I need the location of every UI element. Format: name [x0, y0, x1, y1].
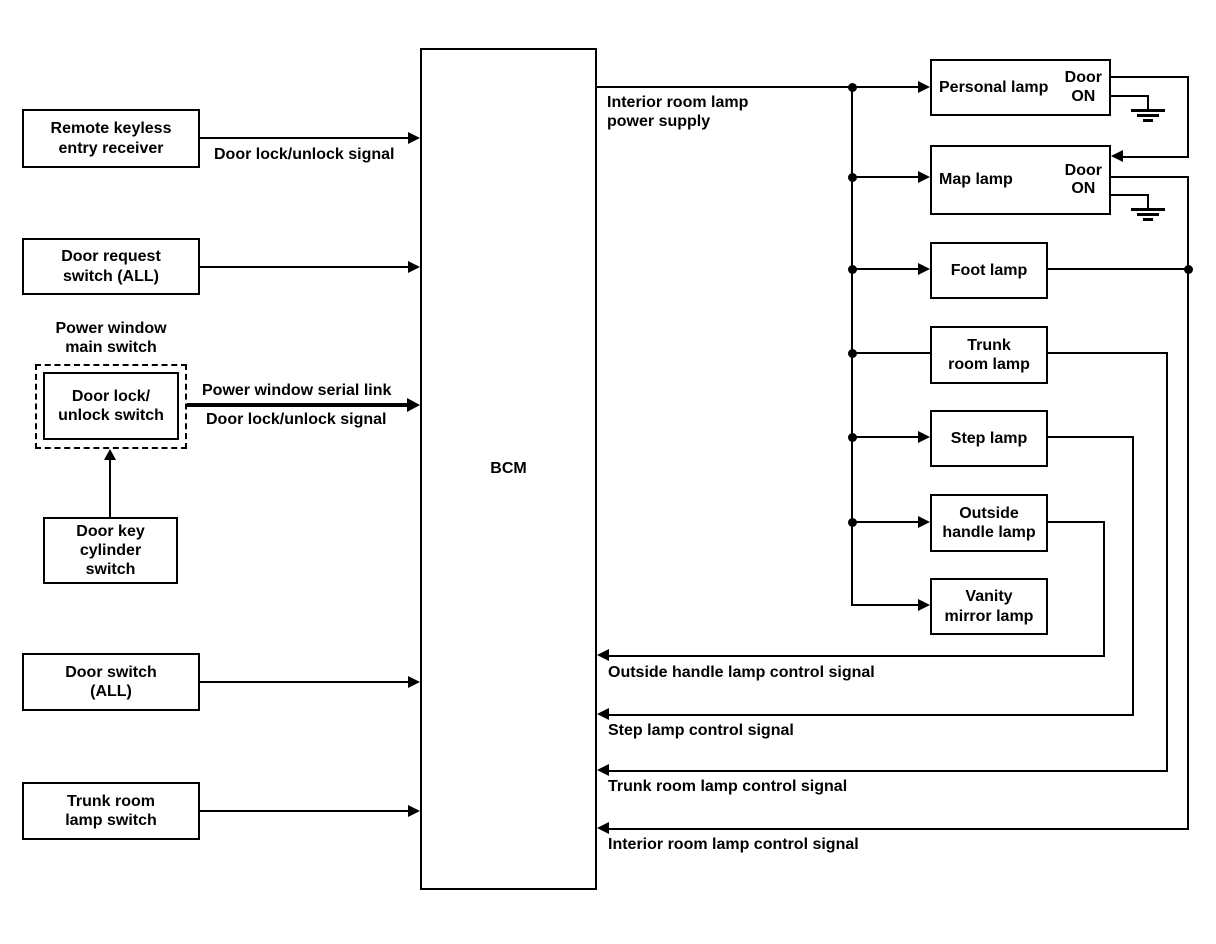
node-outside-handle-lamp	[930, 494, 1048, 552]
node-trunk-room-lamp-switch	[22, 782, 200, 840]
arrowhead-outside-handle-lamp-icon	[918, 516, 930, 528]
arrowhead-interior-control-icon	[597, 822, 609, 834]
node-door-lock-unlock-label: Door lock/ unlock switch	[58, 387, 164, 424]
wire-door-request-to-bcm	[200, 266, 410, 268]
junction-dot	[848, 433, 857, 442]
wire-trunk-switch-to-bcm	[200, 810, 410, 812]
wire-trunk-control-return	[609, 770, 1168, 772]
node-personal-lamp	[930, 59, 1111, 116]
node-door-key-cylinder-label: Door key cylinder switch	[76, 522, 145, 579]
wire-trunk-lamp-out	[1048, 352, 1168, 354]
wire-map-ground-stub	[1147, 194, 1149, 208]
node-outside-handle-lamp-label: Outside handle lamp	[942, 504, 1036, 541]
wire-personal-door-to-map	[1122, 156, 1189, 158]
signal-step-control: Step lamp control signal	[608, 722, 794, 739]
node-step-lamp	[930, 410, 1048, 467]
junction-dot	[848, 349, 857, 358]
node-vanity-mirror-lamp	[930, 578, 1048, 635]
arrowhead-into-map-lamp-icon	[1111, 150, 1123, 162]
wire-remote-keyless-to-bcm	[200, 137, 410, 139]
signal-pw-serial-link: Power window serial link	[202, 382, 392, 399]
node-door-switch	[22, 653, 200, 711]
wire-personal-on-ground	[1111, 95, 1149, 97]
signal-door-lock-unlock-1: Door lock/unlock signal	[214, 146, 395, 163]
arrowhead-foot-lamp-icon	[918, 263, 930, 275]
wire-door-switch-to-bcm	[200, 681, 410, 683]
node-door-key-cylinder-switch	[43, 517, 178, 584]
node-remote-keyless-label: Remote keyless entry receiver	[50, 120, 172, 157]
wire-trunk-control-down	[1166, 352, 1168, 772]
arrowhead-outside-control-icon	[597, 649, 609, 661]
signal-trunk-control: Trunk room lamp control signal	[608, 778, 848, 795]
node-remote-keyless-receiver	[22, 109, 200, 168]
wire-bus-to-step-lamp	[852, 436, 918, 438]
node-vanity-mirror-lamp-label: Vanity mirror lamp	[944, 588, 1034, 625]
arrowhead-trunk-switch-icon	[408, 805, 420, 817]
arrowhead-map-lamp-icon	[918, 171, 930, 183]
ground-icon	[1131, 109, 1165, 122]
wire-interior-control-down	[1187, 176, 1189, 830]
arrowhead-power-window-icon	[407, 398, 420, 412]
node-foot-lamp	[930, 242, 1048, 299]
arrowhead-door-request-icon	[408, 261, 420, 273]
ground-icon	[1131, 208, 1165, 221]
node-map-lamp-mode: Door ON	[1064, 161, 1102, 197]
wire-outside-control-return	[609, 655, 1105, 657]
node-bcm	[420, 48, 597, 890]
node-door-lock-unlock-switch	[43, 372, 179, 440]
arrowhead-step-lamp-icon	[918, 431, 930, 443]
wire-power-supply	[597, 86, 918, 88]
wire-step-control-return	[609, 714, 1134, 716]
arrowhead-vanity-mirror-lamp-icon	[918, 599, 930, 611]
node-trunk-room-lamp-switch-label: Trunk room lamp switch	[65, 792, 157, 829]
wire-door-key-to-power-window	[109, 459, 111, 517]
arrowhead-remote-keyless-icon	[408, 132, 420, 144]
wire-step-control-down	[1132, 436, 1134, 716]
wire-bus-to-foot-lamp	[852, 268, 918, 270]
wire-bus-to-vanity-mirror-lamp	[852, 604, 918, 606]
arrowhead-step-control-icon	[597, 708, 609, 720]
wire-outside-handle-out	[1048, 521, 1105, 523]
node-door-request-label: Door request switch (ALL)	[61, 248, 161, 285]
wire-power-bus	[851, 86, 853, 606]
power-window-main-switch-caption: Power window main switch	[55, 320, 167, 356]
wire-map-on-ground	[1111, 194, 1149, 196]
signal-interior-power-supply: Interior room lamp power supply	[607, 94, 749, 130]
node-door-switch-label: Door switch (ALL)	[65, 663, 157, 700]
arrowhead-personal-lamp-icon	[918, 81, 930, 93]
junction-dot	[848, 173, 857, 182]
node-foot-lamp-label: Foot lamp	[950, 261, 1028, 279]
junction-dot	[848, 83, 857, 92]
wire-outside-control-down	[1103, 521, 1105, 657]
junction-dot	[848, 265, 857, 274]
node-step-lamp-label: Step lamp	[950, 429, 1028, 447]
arrowhead-trunk-control-icon	[597, 764, 609, 776]
arrowhead-door-switch-icon	[408, 676, 420, 688]
wire-step-lamp-out	[1048, 436, 1134, 438]
node-personal-lamp-label: Personal lamp	[939, 78, 1049, 96]
wire-interior-control-return	[609, 828, 1189, 830]
node-door-request-switch	[22, 238, 200, 295]
signal-outside-handle-control: Outside handle lamp control signal	[608, 664, 875, 681]
wire-foot-lamp-out	[1048, 268, 1189, 270]
junction-dot	[848, 518, 857, 527]
wire-power-window-to-bcm	[187, 403, 407, 407]
wire-personal-door-down	[1187, 76, 1189, 158]
node-personal-lamp-mode: Door ON	[1064, 69, 1102, 105]
node-trunk-room-lamp	[930, 326, 1048, 384]
wire-personal-ground-stub	[1147, 95, 1149, 109]
node-trunk-room-lamp-label: Trunk room lamp	[948, 336, 1030, 373]
wire-map-door-out	[1111, 176, 1189, 178]
node-map-lamp	[930, 145, 1111, 215]
wire-personal-door-out	[1111, 76, 1189, 78]
node-map-lamp-label: Map lamp	[939, 171, 1013, 189]
signal-door-lock-unlock-2: Door lock/unlock signal	[206, 411, 387, 428]
signal-interior-control: Interior room lamp control signal	[608, 836, 859, 853]
wire-bus-to-trunk-room-lamp	[852, 352, 930, 354]
node-bcm-label: BCM	[490, 460, 527, 478]
arrowhead-door-key-icon	[104, 449, 116, 460]
wire-bus-to-outside-handle-lamp	[852, 521, 918, 523]
wire-bus-to-map-lamp	[852, 176, 918, 178]
